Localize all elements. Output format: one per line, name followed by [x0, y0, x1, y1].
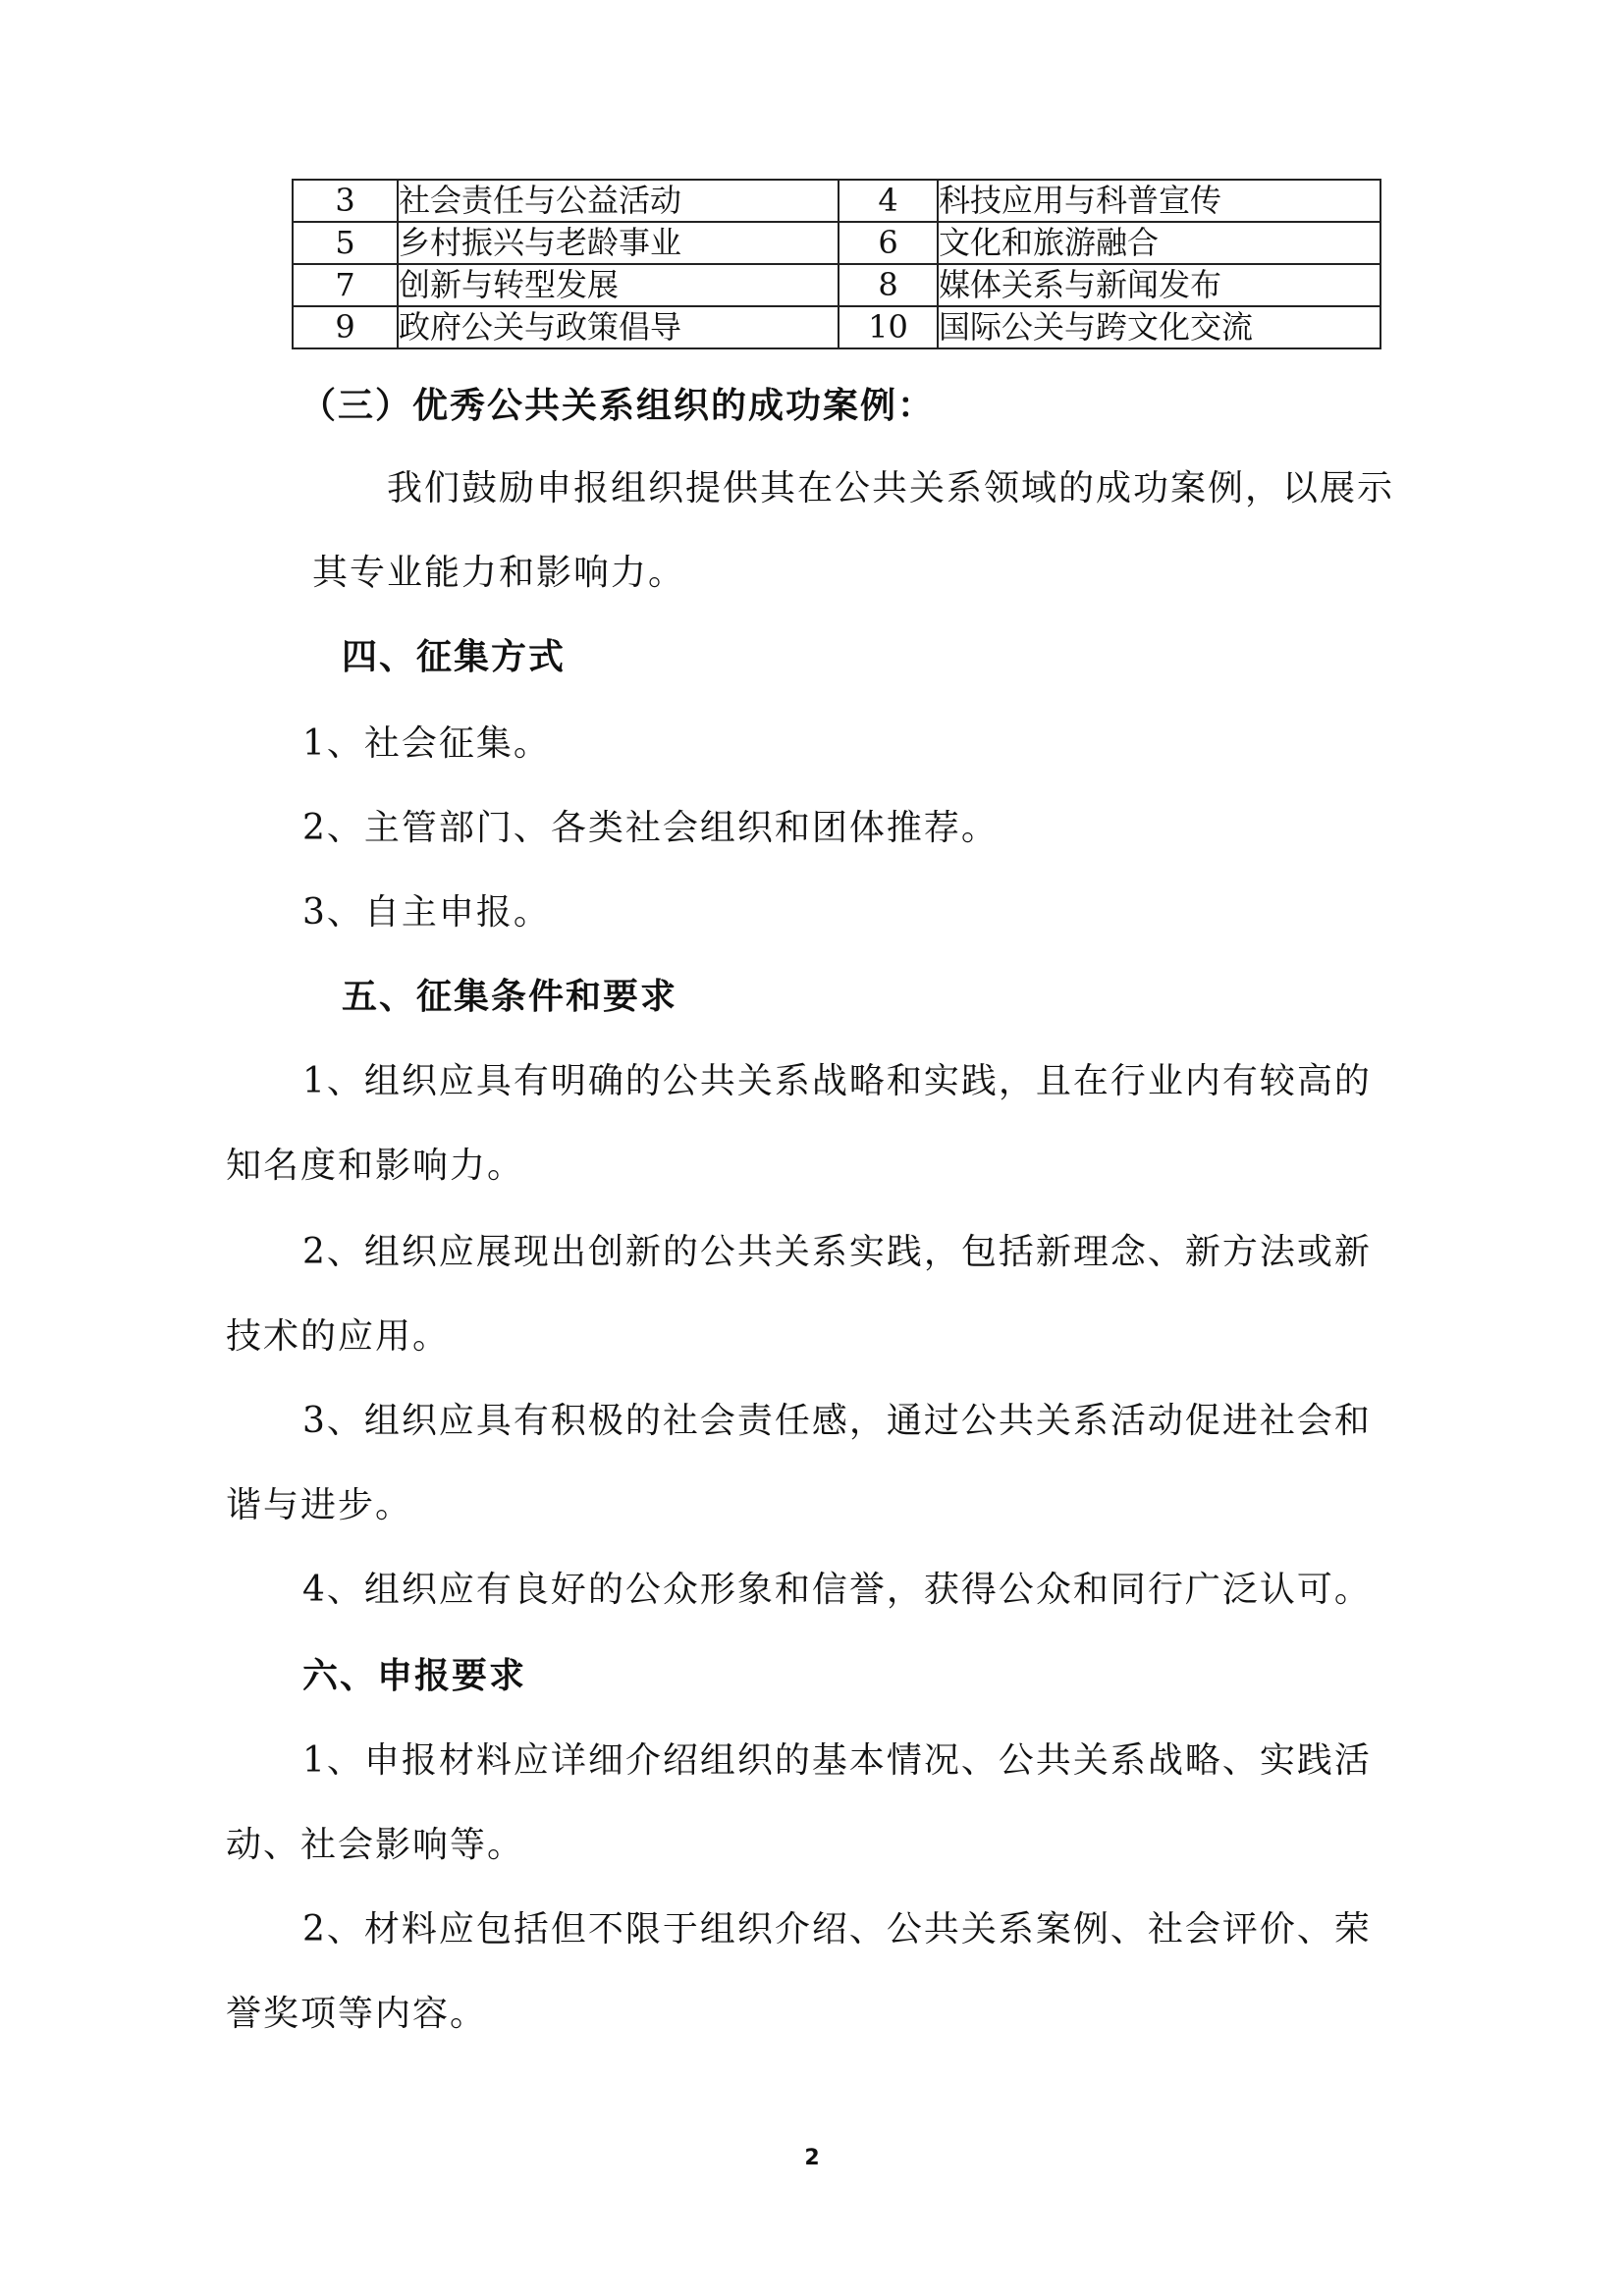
requirement-item-line: 4、组织应有良好的公众形象和信誉，获得公众和同行广泛认可。: [302, 1570, 1372, 1610]
page-number: 2: [804, 2146, 820, 2170]
category-name: 政府公关与政策倡导: [398, 306, 839, 348]
collection-method-item: 2、主管部门、各类社会组织和团体推荐。: [302, 808, 999, 848]
requirement-item-line: 谐与进步。: [226, 1485, 413, 1525]
table-row: [293, 306, 1380, 348]
requirement-item-line: 技术的应用。: [226, 1316, 451, 1357]
category-number: 5: [293, 222, 398, 264]
category-number: 3: [293, 180, 398, 222]
requirement-item-line: 3、组织应具有积极的社会责任感，通过公共关系活动促进社会和: [302, 1401, 1372, 1441]
submission-item-line: 誉奖项等内容。: [226, 1994, 488, 2034]
category-name: 社会责任与公益活动: [398, 180, 839, 222]
requirement-item-line: 2、组织应展现出创新的公共关系实践，包括新理念、新方法或新: [302, 1232, 1372, 1272]
collection-method-item: 1、社会征集。: [302, 723, 551, 764]
table-row: [293, 180, 1380, 222]
category-name: 文化和旅游融合: [938, 222, 1380, 264]
section-6-heading: 六、申报要求: [302, 1656, 527, 1696]
submission-item-line: 2、材料应包括但不限于组织介绍、公共关系案例、社会评价、荣: [302, 1909, 1372, 1949]
table-row: [293, 222, 1380, 264]
requirement-item-line: 1、组织应具有明确的公共关系战略和实践，且在行业内有较高的: [302, 1061, 1372, 1101]
category-name: 科技应用与科普宣传: [938, 180, 1380, 222]
category-number: 8: [839, 264, 938, 306]
table-row: [293, 264, 1380, 306]
category-number: 7: [293, 264, 398, 306]
category-name: 国际公关与跨文化交流: [938, 306, 1380, 348]
section-3-heading: （三）优秀公共关系组织的成功案例：: [300, 386, 936, 426]
collection-method-item: 3、自主申报。: [302, 892, 551, 933]
category-table: [292, 179, 1381, 349]
category-number: 6: [839, 222, 938, 264]
submission-item-line: 动、社会影响等。: [226, 1825, 525, 1865]
category-name: 乡村振兴与老龄事业: [398, 222, 839, 264]
category-name: 创新与转型发展: [398, 264, 839, 306]
section-3-paragraph-line: 其专业能力和影响力。: [312, 553, 686, 593]
submission-item-line: 1、申报材料应详细介绍组织的基本情况、公共关系战略、实践活: [302, 1740, 1372, 1781]
section-3-paragraph-line: 我们鼓励申报组织提供其在公共关系领域的成功案例，以展示: [387, 468, 1395, 508]
category-name: 媒体关系与新闻发布: [938, 264, 1380, 306]
requirement-item-line: 知名度和影响力。: [226, 1146, 525, 1186]
section-4-heading: 四、征集方式: [342, 637, 567, 677]
section-5-heading: 五、征集条件和要求: [342, 977, 678, 1017]
category-number: 9: [293, 306, 398, 348]
category-number: 10: [839, 306, 938, 348]
category-number: 4: [839, 180, 938, 222]
